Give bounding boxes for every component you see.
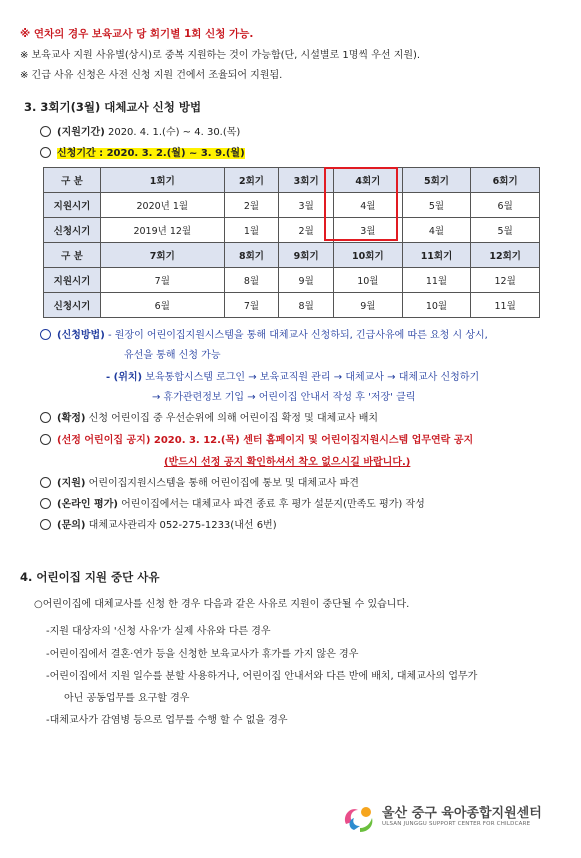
reason-3-cont: 아닌 공동업무를 요구할 경우 bbox=[64, 693, 190, 704]
circle-bullet-icon bbox=[40, 412, 51, 423]
section4-intro: ○어린이집에 대체교사를 신청 한 경우 다음과 같은 사유로 지원이 중단될 수 있습니다. bbox=[34, 599, 410, 610]
reason-1: -지원 대상자의 '신청 사유'가 실제 사유와 다른 경우 bbox=[46, 626, 271, 637]
circle-bullet-icon bbox=[40, 147, 51, 158]
support-item: (지원) 어린이집지원시스템을 통해 어린이집에 통보 및 대체교사 파견 bbox=[40, 474, 359, 489]
eval-item: (온라인 평가) 어린이집에서는 대체교사 파견 종료 후 평가 설문지(만족도 평가) 작성 bbox=[40, 495, 425, 510]
section3-title: 3. 3회기(3월) 대체교사 신청 방법 bbox=[24, 100, 202, 114]
circle-bullet-icon bbox=[40, 329, 51, 340]
method-line3: - (위치) 보육통합시스템 로그인 → 보육교직원 관리 → 대체교사 → 대체교사 신청하기 bbox=[106, 372, 480, 383]
notice-warning: (반드시 선정 공지 확인하셔서 착오 없으시길 바랍니다.) bbox=[164, 457, 411, 468]
circle-bullet-icon bbox=[40, 434, 51, 445]
table-row: 지원시기 7월 8월 9월 10월 11월 12월 bbox=[44, 268, 540, 293]
table-row: 신청시기 6월 7월 8월 9월 10월 11월 bbox=[44, 293, 540, 318]
note-annual: ※ 연차의 경우 보육교사 당 회기별 1회 신청 가능. bbox=[20, 28, 254, 40]
center-logo bbox=[340, 800, 550, 840]
table-row: 구 분 7회기 8회기 9회기 10회기 11회기 12회기 bbox=[44, 243, 540, 268]
method-line4: → 휴가관련정보 기입 → 어린이집 안내서 작성 후 '저장' 클릭 bbox=[152, 392, 416, 403]
contact-item: (문의) 대체교사관리자 052-275-1233(내선 6번) bbox=[40, 516, 277, 531]
circle-bullet-icon bbox=[40, 477, 51, 488]
reason-2: -어린이집에서 결혼·연가 등을 신청한 보육교사가 휴가를 가지 않은 경우 bbox=[46, 649, 359, 660]
section4-title: 4. 어린이집 지원 중단 사유 bbox=[20, 570, 160, 584]
reason-4: -대체교사가 감염병 등으로 업무를 수행 할 수 없을 경우 bbox=[46, 715, 288, 726]
reason-3: -어린이집에서 지원 일수를 분할 사용하거나, 어린이집 안내서와 다른 반에 배치, 대체교사의 업무가 bbox=[46, 671, 478, 682]
circle-bullet-icon bbox=[40, 519, 51, 530]
schedule-table bbox=[43, 167, 540, 318]
center-logo-icon bbox=[340, 802, 378, 836]
center-name-en: ULSAN JUNGGU SUPPORT CENTER FOR CHILDCARE bbox=[382, 821, 531, 827]
apply-period: 신청기간 : 2020. 3. 2.(월) ~ 3. 9.(월) bbox=[40, 144, 245, 159]
confirm-item: (확정) 신청 어린이집 중 우선순위에 의해 어린이집 확정 및 대체교사 배치 bbox=[40, 409, 378, 424]
method-line1: (신청방법) - 원장이 어린이집지원시스템을 통해 대체교사 신청하되, 긴급사유에 따른 요청 시 상시, bbox=[40, 326, 488, 341]
note-duplicate: ※ 보육교사 지원 사유별(상시)로 중복 지원하는 것이 가능함(단, 시설별로 1명씩 우선 지원). bbox=[20, 50, 421, 61]
table-row: 신청시기 2019년 12월 1월 2월 3월 4월 5월 bbox=[44, 218, 540, 243]
circle-bullet-icon bbox=[40, 498, 51, 509]
notice-item: (선정 어린이집 공지) 2020. 3. 12.(목) 센터 홈페이지 및 어린이집지원시스템 업무연락 공지 bbox=[40, 431, 473, 446]
table-row: 지원시기 2020년 1월 2월 3월 4월 5월 6월 bbox=[44, 193, 540, 218]
table-row: 구 분 1회기 2회기 3회기 4회기 5회기 6회기 bbox=[44, 168, 540, 193]
center-name: 울산 중구 육아종합지원센터 bbox=[382, 806, 542, 821]
support-period: (지원기간) 2020. 4. 1.(수) ~ 4. 30.(목) bbox=[40, 123, 240, 138]
note-emergency: ※ 긴급 사유 신청은 사전 신청 지원 건에서 조율되어 지원됨. bbox=[20, 70, 283, 81]
method-line2: 유선을 통해 신청 가능 bbox=[124, 350, 221, 361]
circle-bullet-icon bbox=[40, 126, 51, 137]
